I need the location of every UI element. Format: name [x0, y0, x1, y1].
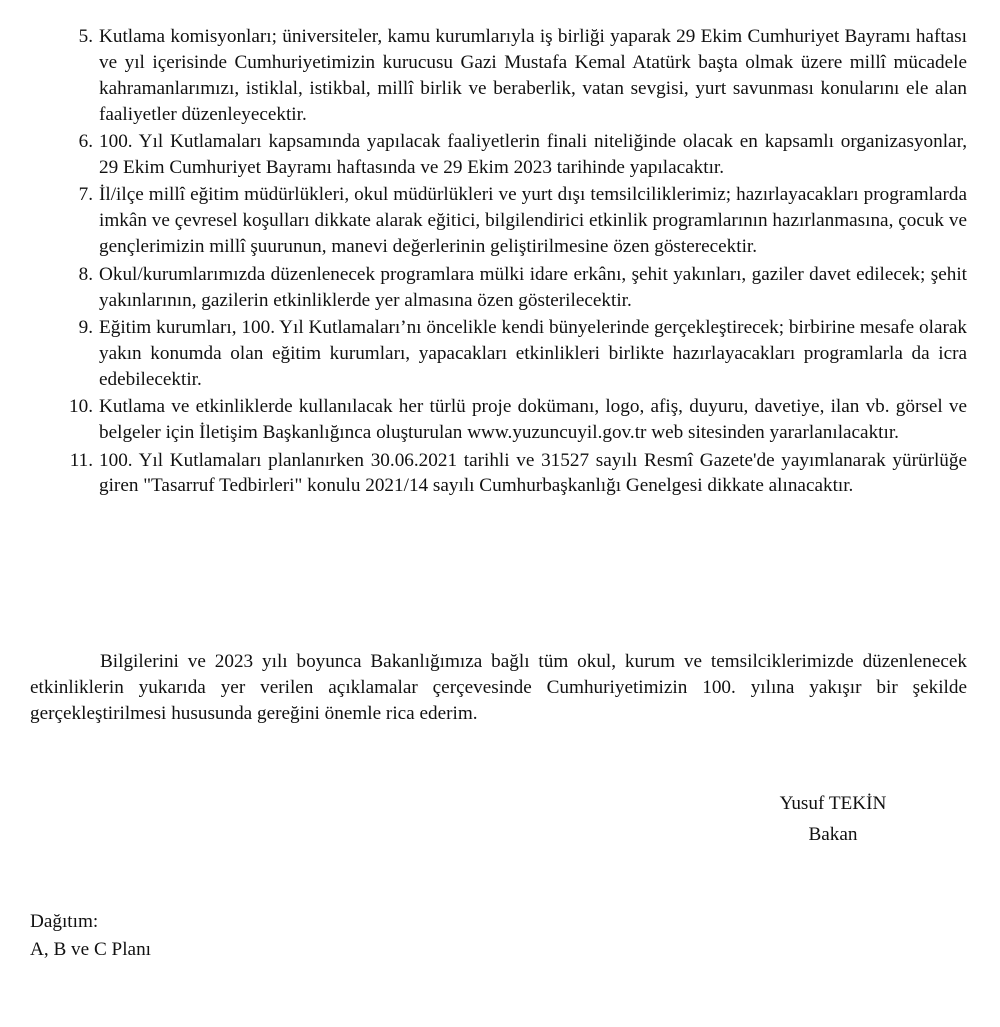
item-text: Okul/kurumlarımızda düzenlenecek programlara mülki idare erkânı, şehit yakınları, gaziler davet edilecek; şehit yakınlarının, gazilerin etkinliklerde yer almasına özen gösterilecektir.	[99, 263, 967, 311]
signatory-title: Bakan	[808, 824, 858, 845]
numbered-directive-list	[57, 24, 967, 501]
distribution-value: A, B ve C Planı	[30, 939, 151, 960]
item-number: 9.	[78, 316, 93, 338]
item-number: 7.	[78, 184, 93, 206]
list-item	[57, 448, 967, 500]
item-text: 100. Yıl Kutlamaları planlanırken 30.06.2021 tarihli ve 31527 sayılı Resmî Gazete'de yayımlanarak yürürlüğe giren "Tasarruf Tedbirleri" konulu 2021/14 sayılı Cumhurbaşkanlığı Genelgesi dikkate alınacaktır.	[99, 449, 967, 497]
list-item	[57, 394, 967, 446]
item-text: İl/ilçe millî eğitim müdürlükleri, okul müdürlükleri ve yurt dışı temsilciliklerimiz; hazırlayacakları programlarda imkân ve çevresel koşulları dikkate alarak eğitici, bilgilendirici etkinlik programlarının hazırlanmasına, çocuk ve gençlerimizin millî şuurunun, manevi değerlerinin geliştirilmesine özen gösterecektir.	[99, 184, 967, 258]
item-number: 8.	[78, 263, 93, 285]
list-item	[57, 315, 967, 393]
item-number: 5.	[78, 26, 93, 47]
item-text: Kutlama komisyonları; üniversiteler, kamu kurumlarıyla iş birliği yaparak 29 Ekim Cumhuriyet Bayramı haftası ve yıl içerisinde Cumhuriyetimizin kurucusu Gazi Mustafa Kemal Atatürk başta olmak üzere millî mücadele kahramanlarımızı, istiklal, istikbal, millî birlik ve beraberlik, vatan sevgisi, yurt savunması konularını ele alan faaliyetler düzenleyecektir.	[99, 26, 967, 125]
list-item	[57, 262, 967, 314]
item-number: 11.	[69, 449, 93, 471]
distribution-block	[30, 908, 430, 964]
item-number: 6.	[78, 131, 93, 153]
item-number: 10.	[69, 396, 93, 418]
distribution-label: Dağıtım:	[30, 911, 99, 932]
item-text: Kutlama ve etkinliklerde kullanılacak her türlü proje dokümanı, logo, afiş, duyuru, davetiye, ilan vb. görsel ve belgeler için İletişim Başkanlığınca oluşturulan www.yuzuncuyil.gov.tr web sitesinden yararlanılacaktır.	[99, 396, 967, 444]
signature-block	[740, 788, 926, 850]
list-item	[57, 182, 967, 260]
closing-paragraph: Bilgilerini ve 2023 yılı boyunca Bakanlığımıza bağlı tüm okul, kurum ve temsilciklerimizde düzenlenecek etkinliklerin yukarıda yer verilen açıklamalar çerçevesinde Cumhuriyetimizin 100. yılına yakışır bir şekilde gerçekleştirilmesi hususunda gereğini önemle rica ederim.	[30, 651, 967, 724]
signatory-name: Yusuf TEKİN	[779, 793, 887, 814]
list-item	[57, 24, 967, 128]
item-text: Eğitim kurumları, 100. Yıl Kutlamaları’nı öncelikle kendi bünyelerinde gerçekleştirecek; birbirine mesafe olarak yakın konumda olan eğitim kurumları, yapacakları etkinlikleri birlikte hazırlayacakları programlarla da icra edebilecektir.	[99, 316, 967, 390]
list-item	[57, 129, 967, 181]
item-text: 100. Yıl Kutlamaları kapsamında yapılacak faaliyetlerin finali niteliğinde olacak en kapsamlı organizasyonlar, 29 Ekim Cumhuriyet Bayramı haftasında ve 29 Ekim 2023 tarihinde yapılacaktır.	[99, 131, 967, 179]
